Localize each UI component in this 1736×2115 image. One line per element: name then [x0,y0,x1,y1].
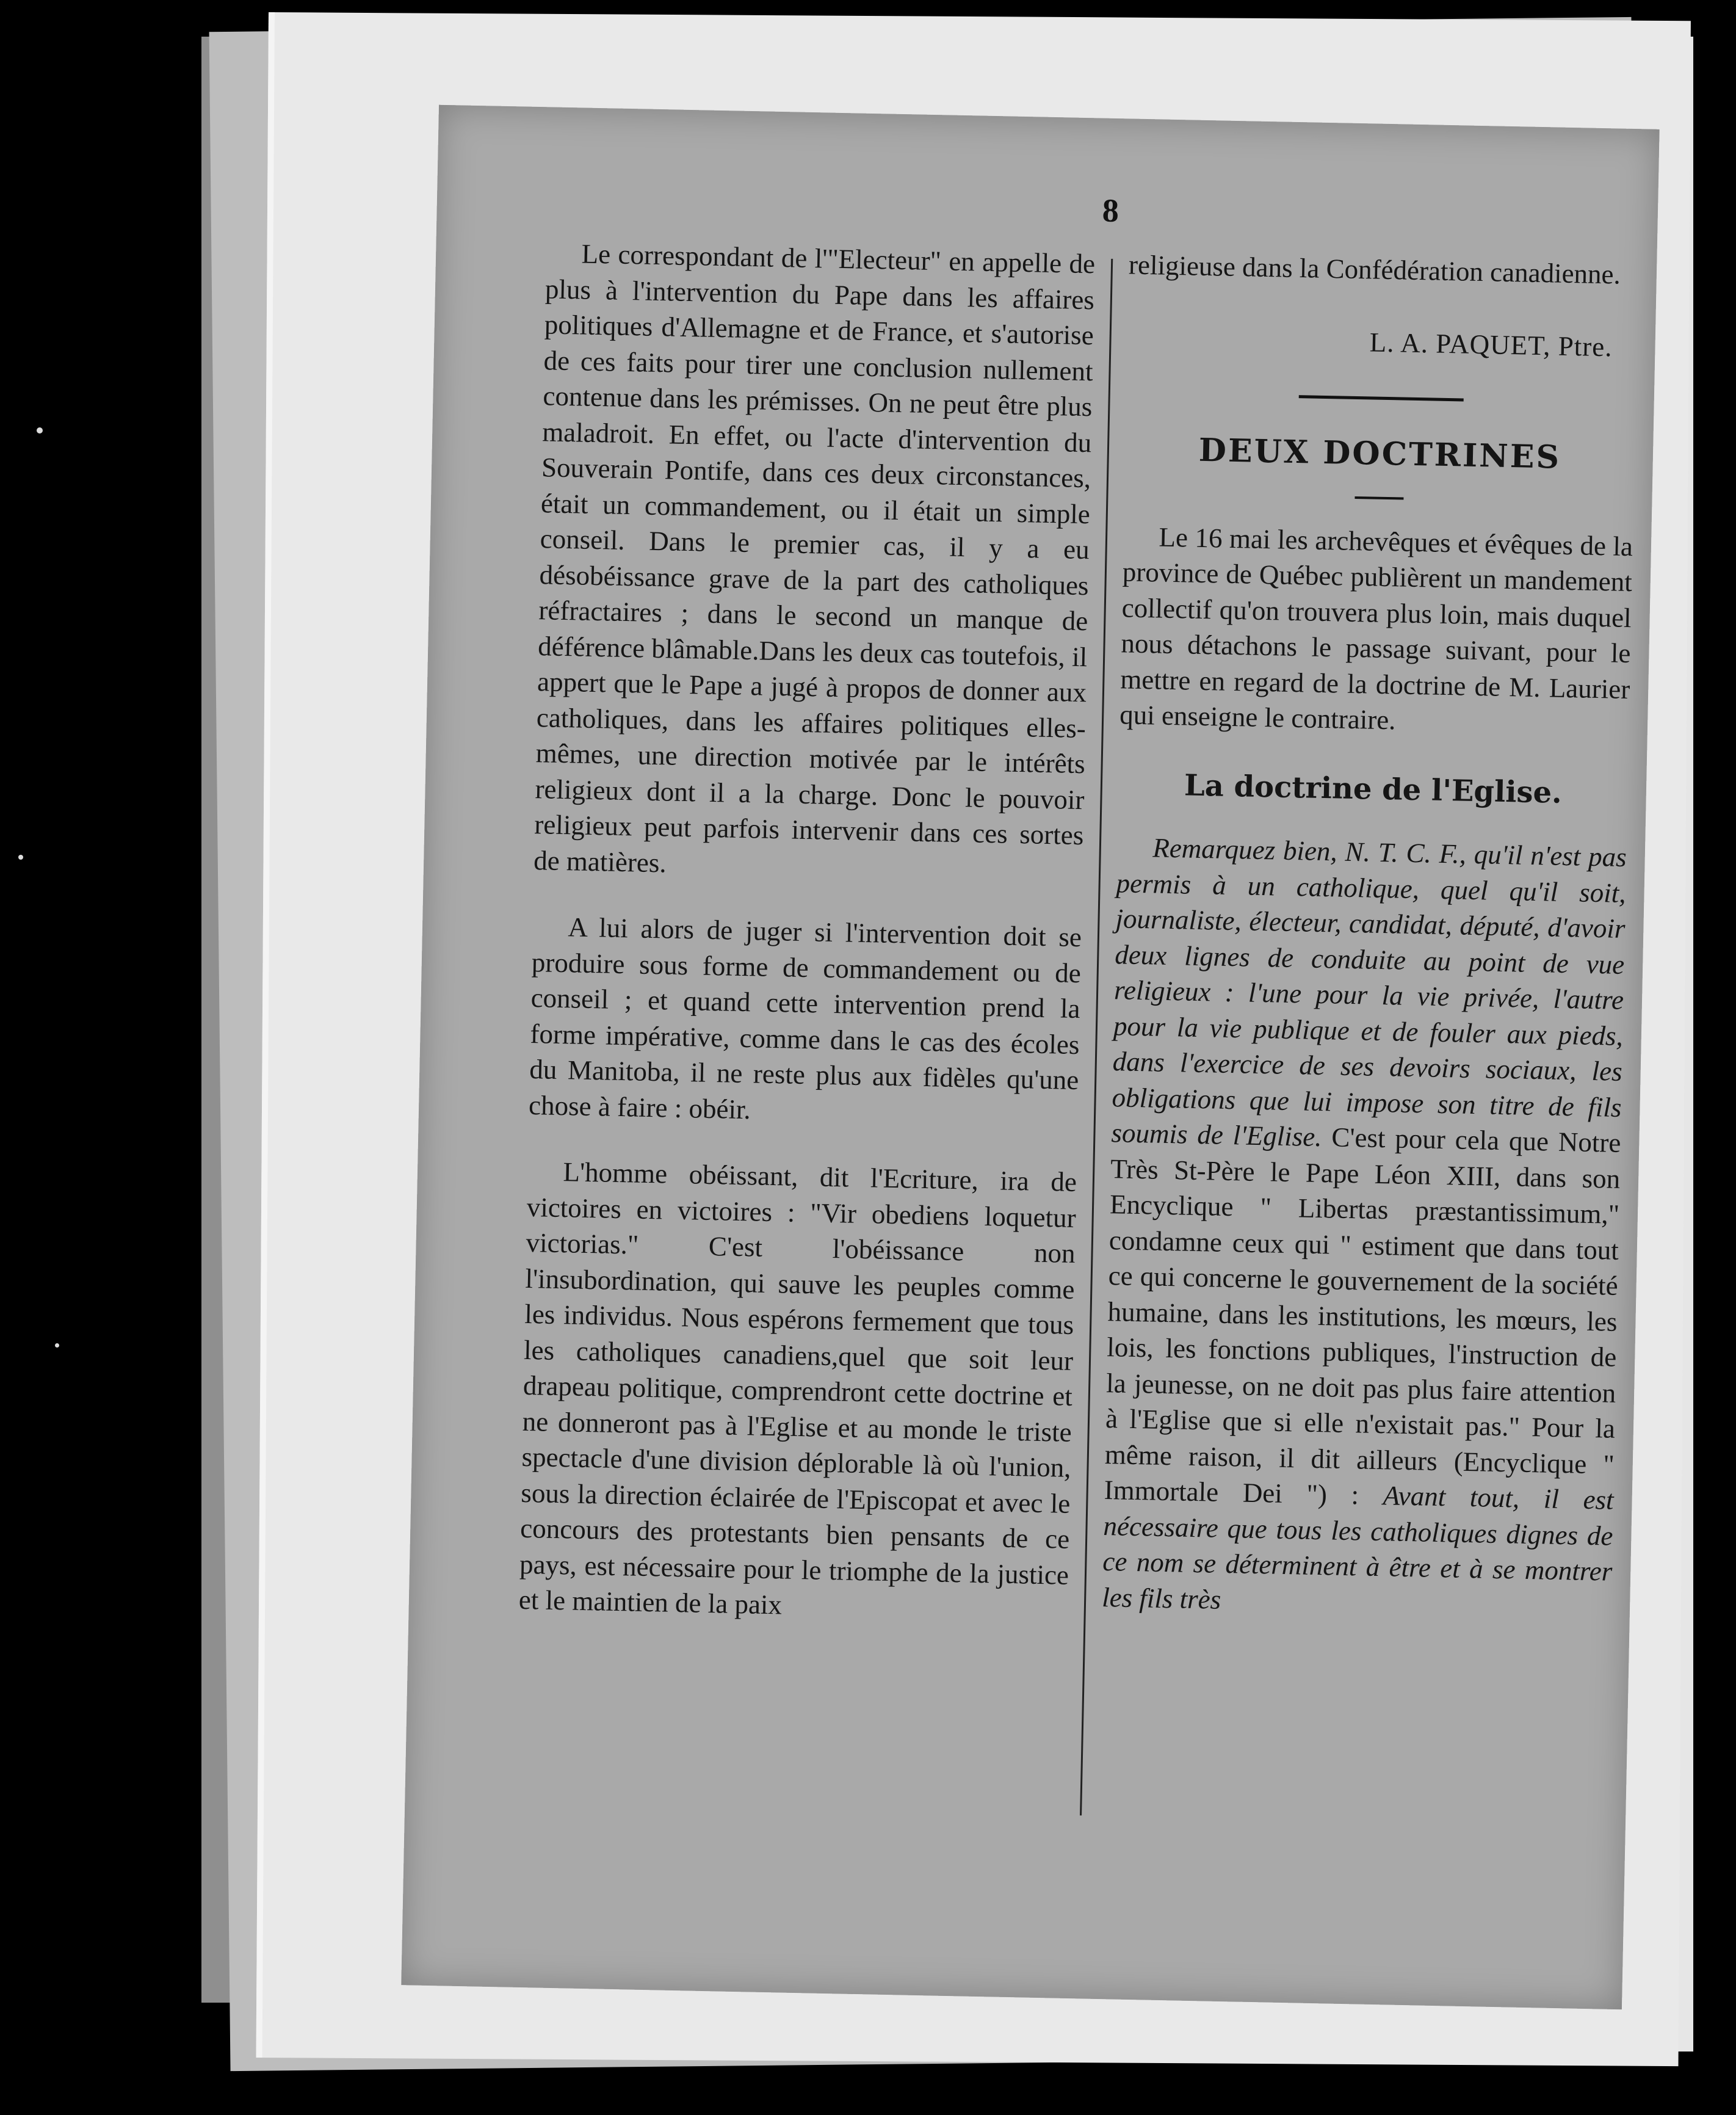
subheading: La doctrine de l'Eglise. [1184,767,1563,810]
paper-page [256,12,1691,2066]
right-column [1102,247,1639,1625]
dust-speck [18,855,23,860]
dust-speck [55,1343,59,1348]
quote-paragraph [1102,829,1627,1625]
heading-rule [1354,496,1403,499]
article-heading: DEUX DOCTRINES [1198,431,1561,476]
left-paragraph-1: Le correspondant de l'"Electeur" en appelle de plus à l'intervention du Pape dans les affaires politiques d'Allemagne et de France, et s'autorise de ces faits pour tirer une conclusion nullement contenue dans les prémisses. On ne peut être plus maladroit. En effet, ou l'acte d'intervention du Souverain Pontife, dans ces deux circonstances, était un commandement, ou il était un simple conseil. Dans le premier cas, il y a eu désobéissance grave de la part des catholiques réfractaires ; dans le second un manque de déférence blâmable.Dans les deux cas toutefois, il appert que le Pape a jugé à propos de donner aux catholiques, dans les affaires politiques elles-mêmes, une direction motivée par le intérêts religieux dont il a la charge. Donc le pouvoir religieux peut parfois intervenir dans ces sortes de matières. [533,238,1096,878]
quote-italic-2: Avant tout, il est nécessaire que tous les catholiques dignes de ce nom se déterminent à être et à se montrer les fils très [1101,1480,1615,1615]
left-column [518,235,1095,1628]
printed-leaf [401,105,1659,2010]
quote-roman: C'est pour cela que Notre Très St-Père le Pape Léon XIII, dans son Encyclique " Libertas præstantissimum," condamne ceux qui " estiment que dans tout ce qui concerne le gouvernement de la société humaine, dans les institutions, les mœurs, les lois, les fonctions publiques, l'instruction de la jeunesse, on ne doit pas plus faire attention à l'Eglise que si elle n'existait pas." Pour la même raison, il dit ailleurs (Encyclique " Immortale Dei ") : [1104,1122,1621,1511]
signature: L. A. PAQUET, Ptre. [1369,326,1613,362]
left-paragraph-3: L'homme obéissant, dit l'Ecriture, ira de victoires en victoires : "Vir obediens loquetur victorias." C'est l'obéissance non l'insubordination, qui sauve les peuples comme les individus. Nous espérons fermement que tous les catholiques canadiens,quel que soit leur drapeau politique, comprendront cette doctrine et ne donneront pas à l'Eglise et au monde le triste spectacle d'une division déplorable là où l'union, sous la direction éclairée de l'Episcopat et avec le concours des protestants bien pensants de ce pays, est nécessaire pour le triomphe de la justice et le maintien de la paix [518,1156,1077,1620]
continuation-text: religieuse dans la Confédération canadienne. [1128,249,1621,290]
section-rule [1298,395,1463,401]
intro-paragraph: Le 16 mai les archevêques et évêques de la province de Québec publièrent un mandement collectif qu'on trouvera plus loin, mais duquel nous détachons le passage suivant, pour le mettre en regard de la doctrine de M. Laurier qui enseigne le contraire. [1119,521,1633,736]
quote-italic-1: Remarquez bien, N. T. C. F., qu'il n'est pas permis à un catholique, quel qu'il soit, journaliste, électeur, candidat, député, d'avoir deux lignes de conduite au point de vue religieux : l'une pour la vie privée, l'autre pour la vie publique et de fouler aux pieds, dans l'exercice de ses devoirs sociaux, les obligations que lui impose son titre de fils soumis de l'Eglise. [1111,832,1627,1153]
left-paragraph-2: A lui alors de juger si l'intervention doit se produire sous forme de commandement ou de conseil ; et quand cette intervention prend la forme impérative, comme dans le cas des écoles du Manitoba, il ne reste plus aux fidèles qu'une chose à faire : obéir. [528,912,1082,1125]
page-number: 8 [1102,192,1119,230]
dust-speck [37,427,43,434]
